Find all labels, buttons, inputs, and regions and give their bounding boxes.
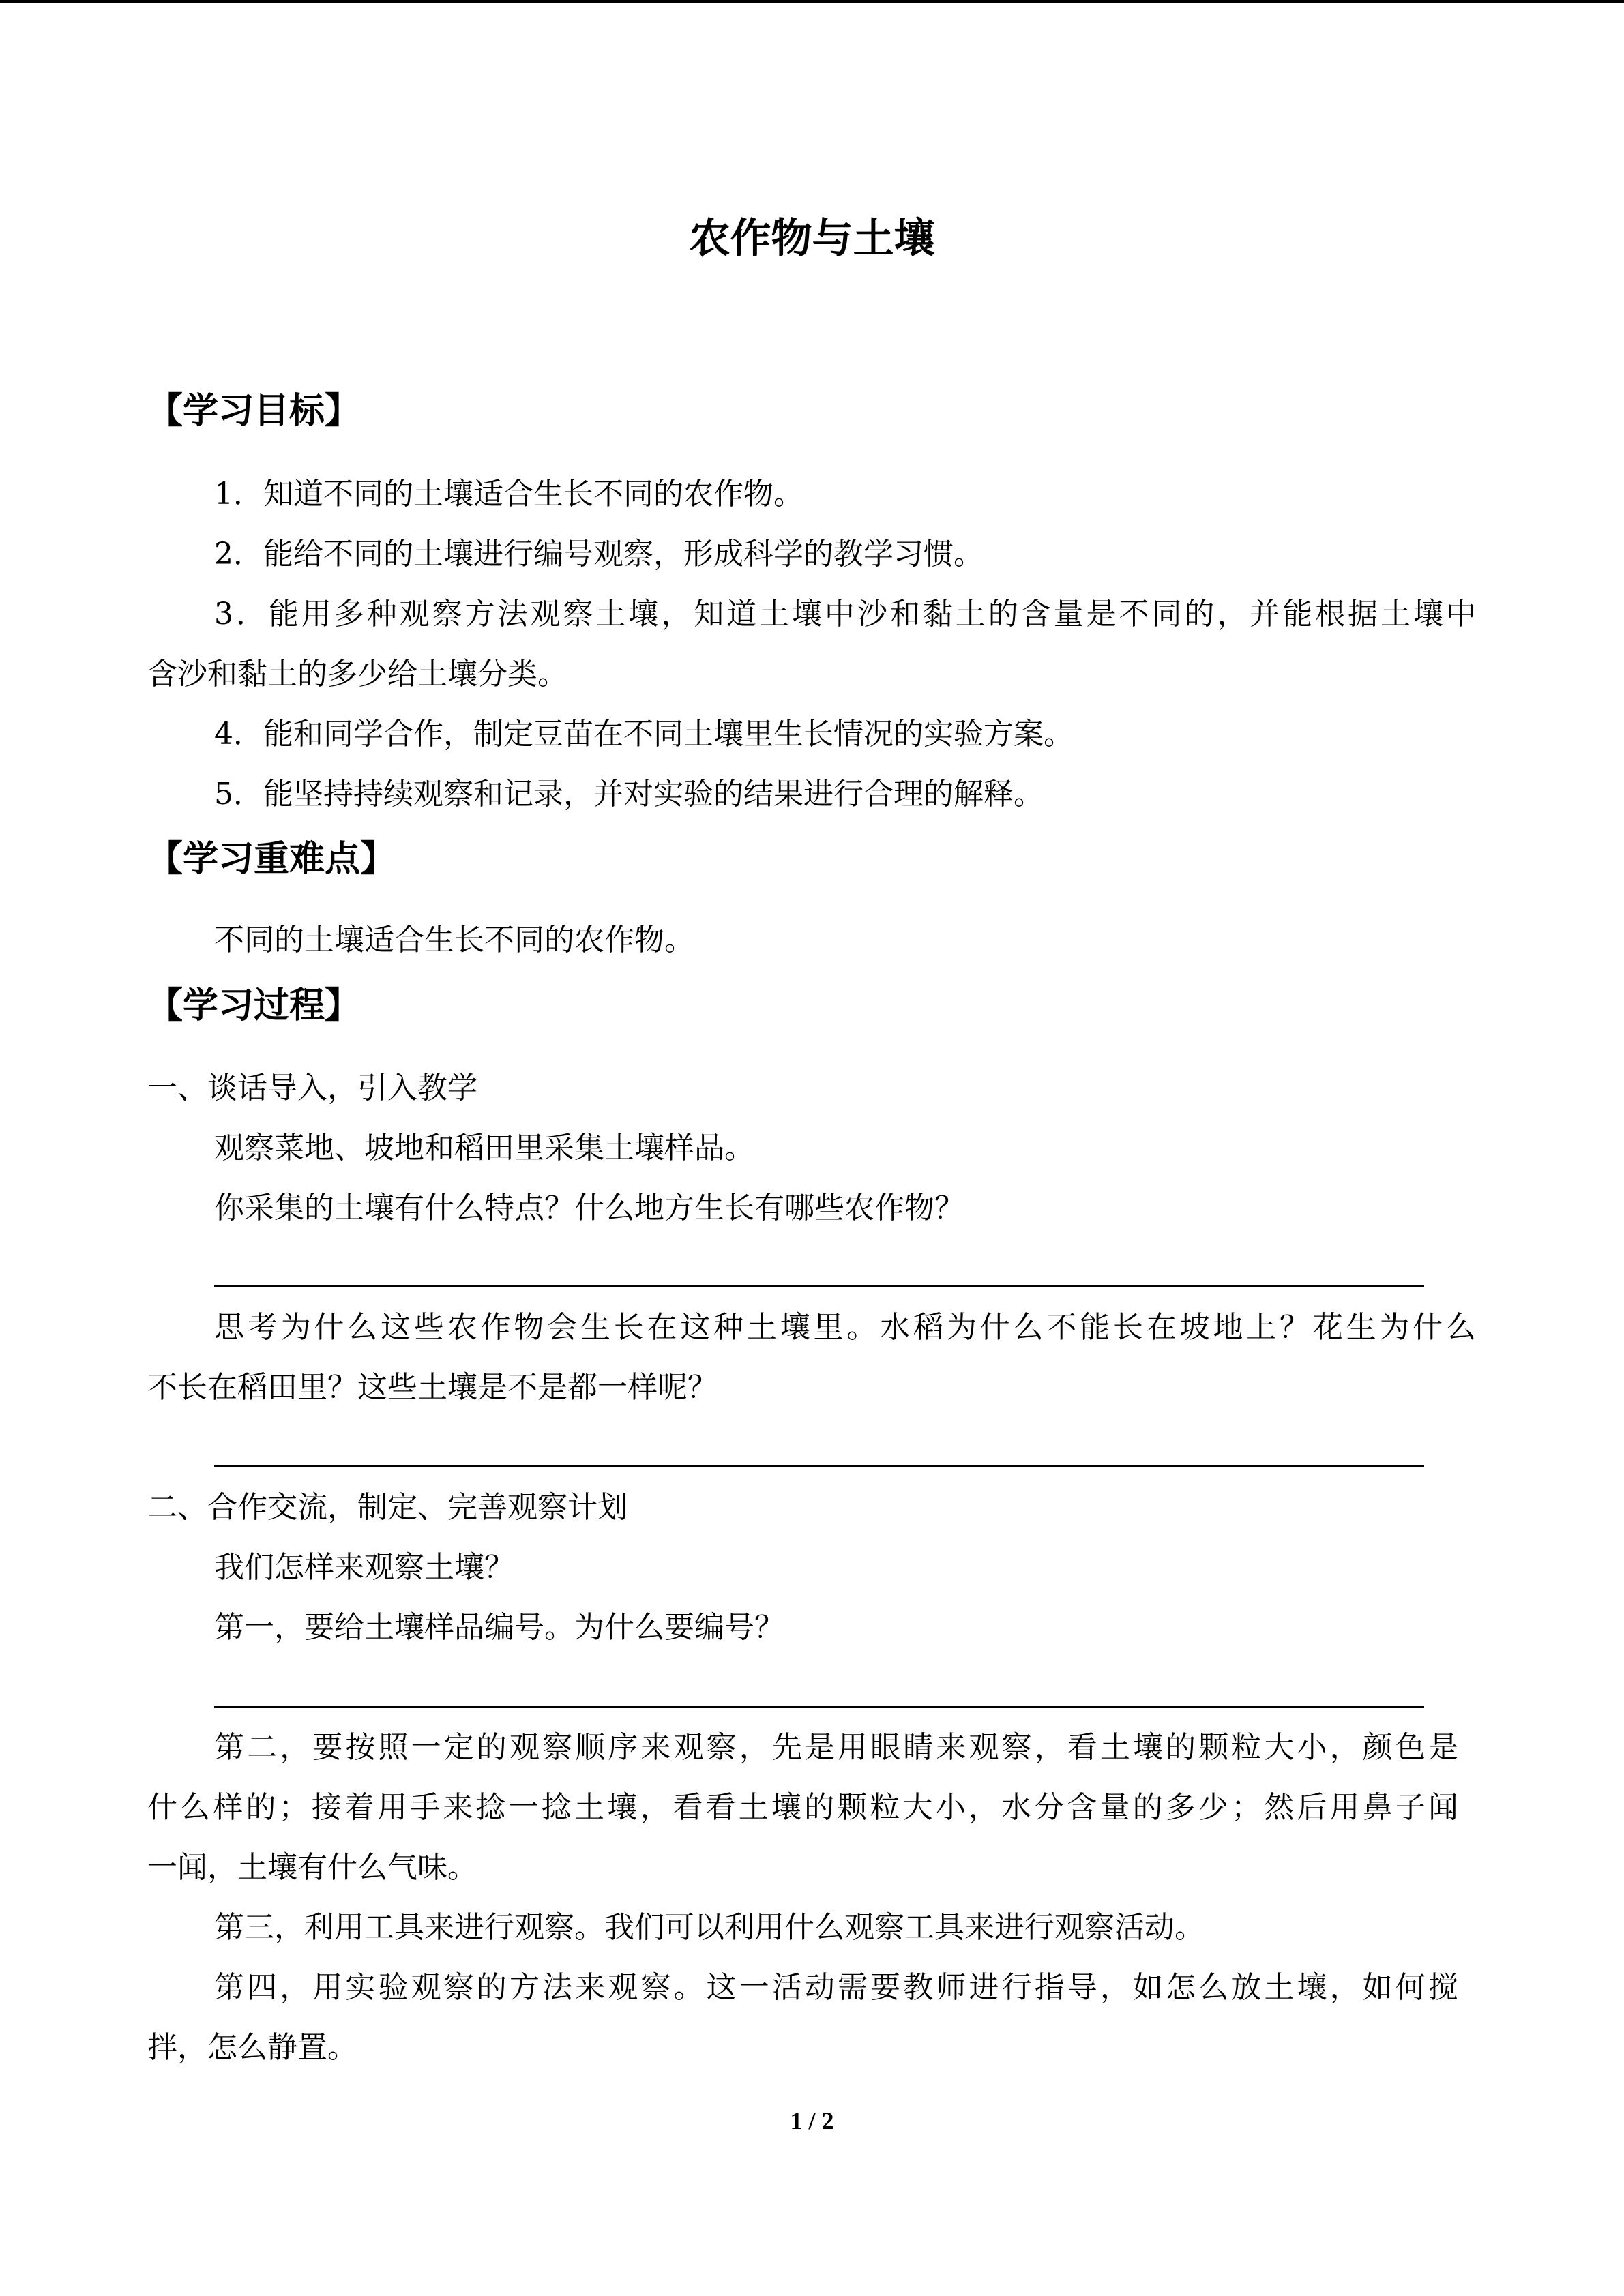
top-border-rule (0, 0, 1624, 3)
objective-item-3: 3．能用多种观察方法观察土壤，知道土壤中沙和黏土的含量是不同的，并能根据土壤中 (214, 597, 1476, 631)
answer-line-3 (214, 1706, 1424, 1708)
part2-line-3-cont2: 一闻，土壤有什么气味。 (147, 1850, 477, 1885)
objective-item-3-cont: 含沙和黏土的多少给土壤分类。 (147, 657, 567, 691)
objective-item-1: 1．知道不同的土壤适合生长不同的农作物。 (214, 477, 803, 511)
process-heading: 【学习过程】 (147, 985, 361, 1026)
part2-line-5-cont: 拌，怎么静置。 (147, 2030, 357, 2065)
part2-title: 二、合作交流，制定、完善观察计划 (147, 1490, 628, 1525)
key-points-text: 不同的土壤适合生长不同的农作物。 (214, 923, 694, 957)
part2-line-5: 第四，用实验观察的方法来观察。这一活动需要教师进行指导，如怎么放土壤，如何搅 (214, 1970, 1458, 2005)
page-title: 农作物与土壤 (689, 215, 935, 263)
part2-line-2: 第一，要给土壤样品编号。为什么要编号？ (214, 1610, 784, 1645)
page-number: 1 / 2 (790, 2107, 834, 2134)
part2-line-3: 第二，要按照一定的观察顺序来观察，先是用眼睛来观察，看土壤的颗粒大小，颜色是 (214, 1730, 1458, 1765)
part2-line-3-cont1: 什么样的；接着用手来捻一捻土壤，看看土壤的颗粒大小，水分含量的多少；然后用鼻子闻 (147, 1790, 1458, 1825)
objective-item-2: 2．能给不同的土壤进行编号观察，形成科学的教学习惯。 (214, 537, 984, 571)
key-points-heading: 【学习重难点】 (147, 839, 396, 880)
part2-line-1: 我们怎样来观察土壤？ (214, 1550, 514, 1585)
part1-line-2: 你采集的土壤有什么特点？什么地方生长有哪些农作物？ (214, 1191, 964, 1225)
answer-line-2 (214, 1465, 1424, 1467)
part1-title: 一、谈话导入，引入教学 (147, 1071, 477, 1105)
answer-line-1 (214, 1285, 1424, 1287)
part2-line-4: 第三，利用工具来进行观察。我们可以利用什么观察工具来进行观察活动。 (214, 1910, 1205, 1945)
objective-item-4: 4．能和同学合作，制定豆苗在不同土壤里生长情况的实验方案。 (214, 717, 1074, 751)
part1-line-1: 观察菜地、坡地和稻田里采集土壤样品。 (214, 1131, 754, 1165)
part1-line-3: 思考为什么这些农作物会生长在这种土壤里。水稻为什么不能长在坡地上？花生为什么 (214, 1310, 1476, 1345)
part1-line-3-cont: 不长在稻田里？这些土壤是不是都一样呢？ (147, 1370, 718, 1405)
objectives-heading: 【学习目标】 (147, 391, 361, 432)
objective-item-5: 5．能坚持持续观察和记录，并对实验的结果进行合理的解释。 (214, 777, 1044, 811)
